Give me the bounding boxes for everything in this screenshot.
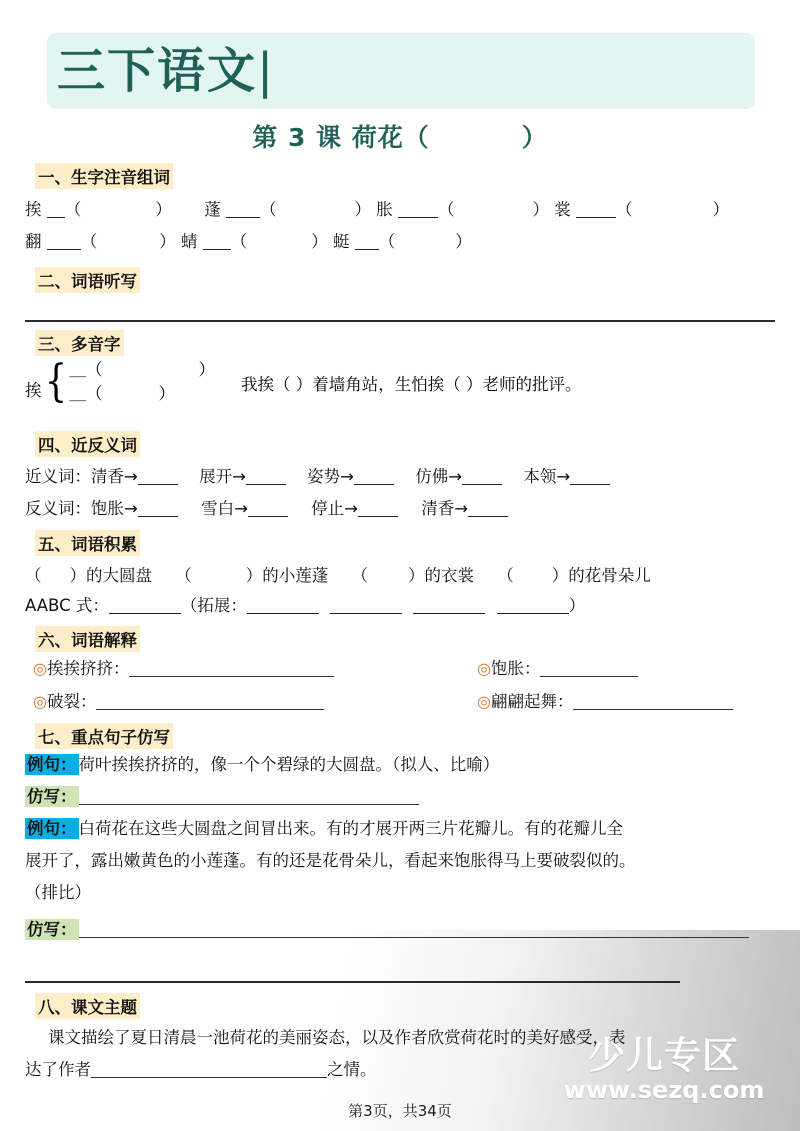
- banner-caret: |: [257, 43, 276, 99]
- section-8-heading: 八、课文主题: [35, 993, 140, 1019]
- synonym-5: 本领→: [523, 467, 571, 486]
- diamond-marker-icon: ◎: [477, 692, 491, 711]
- section-4-heading: 四、近反义词: [35, 431, 140, 457]
- banner-title: [57, 36, 275, 106]
- section-8-line-2: [25, 1060, 377, 1080]
- section-8-line-2-prefix: 达了作者: [25, 1060, 91, 1079]
- section-5-aabc-row: [25, 596, 585, 616]
- synonym-2: 展开→: [199, 467, 246, 486]
- synonym-1: 清香→: [91, 467, 138, 486]
- lesson-title: [0, 118, 800, 154]
- section-1-line-1: 挨 （ ） 蓬 （ ） 胀 （ ） 裳 （ ）: [25, 200, 729, 219]
- section-2-heading: 二、词语听写: [35, 267, 140, 293]
- definition-word-3: 破裂：: [46, 692, 97, 711]
- polyphone-rows: [70, 358, 216, 406]
- section-7-extra-line: [25, 981, 680, 983]
- polyphone-row-2-blank: ＿（: [69, 384, 103, 403]
- section-7-example-1-row: [25, 755, 499, 775]
- polyphone-row-2: [70, 382, 216, 406]
- section-7-example-2-line-2: 展开了，露出嫩黄色的小莲蓬。有的还是花骨朵儿，看起来饱胀得马上要破裂似的。: [25, 851, 636, 870]
- aabc-expand-close: ）: [568, 596, 586, 615]
- watermark-url: www.sezq.com: [563, 1076, 765, 1104]
- aabc-expand-label: （拓展：: [180, 596, 247, 615]
- collocation-1: ）的大圆盘: [69, 566, 152, 585]
- imitate-label-1: 仿写：: [27, 787, 77, 806]
- diamond-marker-icon: ◎: [33, 692, 47, 711]
- page-footer: 第3页，共34页: [348, 1102, 452, 1120]
- section-1-heading: 一、生字注音组词: [35, 163, 173, 189]
- antonym-2: 雪白→: [201, 499, 248, 518]
- example-text-1: 荷叶挨挨挤挤的，像一个个碧绿的大圆盘。（拟人、比喻）: [78, 755, 500, 774]
- collocation-3: ）的衣裳: [408, 566, 474, 585]
- brace-icon: {: [44, 356, 67, 407]
- definition-word-4: 翩翩起舞：: [490, 692, 574, 711]
- example-label-1: 例句：: [27, 755, 77, 774]
- antonyms-label: 反义词：: [25, 499, 91, 518]
- section-7-imitate-2-row: [25, 920, 749, 940]
- section-6-item-3: [33, 692, 324, 712]
- section-7-example-2-row: [25, 819, 623, 839]
- section-4-antonyms-row: [25, 499, 508, 519]
- definition-word-1: 挨挨挤挤：: [46, 659, 130, 678]
- example-text-2-line-1: 白荷花在这些大圆盘之间冒出来。有的才展开两三片花瓣儿。有的花瓣儿全: [78, 819, 623, 838]
- banner-title-text: 三下语文: [57, 43, 258, 99]
- example-label-2: 例句：: [27, 819, 77, 838]
- lesson-title-suffix: ）: [521, 123, 548, 152]
- antonym-4: 清香→: [421, 499, 469, 518]
- imitate-label-2: 仿写：: [27, 920, 77, 939]
- section-4-synonyms-row: [25, 467, 610, 487]
- diamond-marker-icon: ◎: [477, 659, 491, 678]
- section-6-item-1: [33, 659, 334, 679]
- section-6-item-4: [477, 692, 733, 712]
- aabc-label: AABC 式：: [25, 596, 109, 615]
- synonym-4: 仿佛→: [415, 467, 463, 486]
- synonym-3: 姿势→: [307, 467, 354, 486]
- antonym-3: 停止→: [311, 499, 358, 518]
- polyphone-row-1-blank: ＿（: [69, 360, 103, 379]
- polyphone-row-1: [70, 358, 216, 382]
- section-5-heading: 五、词语积累: [35, 530, 140, 556]
- synonyms-label: 近义词：: [25, 467, 91, 486]
- polyphone-row-1-close: ）: [198, 360, 215, 379]
- section-2-answer-line: [25, 320, 775, 322]
- section-6-item-2: [477, 659, 638, 679]
- collocation-2: ）的小莲蓬: [245, 566, 329, 585]
- section-3-sentence: 我挨（ ）着墙角站，生怕挨（ ）老师的批评。: [241, 375, 582, 394]
- watermark-logo: 少儿专区: [588, 1034, 740, 1077]
- polyphone-char: 挨: [25, 381, 42, 400]
- collocation-4: ）的花骨朵儿: [551, 566, 651, 585]
- lesson-title-prefix: 第 3 课 荷花（: [252, 123, 430, 152]
- section-3-polyphone-group: [25, 358, 582, 406]
- section-3-heading: 三、多音字: [35, 330, 124, 356]
- section-5-collocations-row: （ ）的大圆盘 （ ）的小莲蓬 （ ）的衣裳 （ ）的花骨朵儿: [25, 566, 651, 585]
- diamond-marker-icon: ◎: [33, 659, 47, 678]
- definition-word-2: 饱胀：: [490, 659, 541, 678]
- section-8-line-2-suffix: 之情。: [327, 1060, 377, 1079]
- section-7-example-2-line-3: （排比）: [25, 883, 91, 902]
- watermark: [548, 1036, 780, 1104]
- polyphone-row-2-close: ）: [158, 384, 175, 403]
- section-6-heading: 六、词语解释: [35, 626, 140, 652]
- antonym-1: 饱胀→: [91, 499, 138, 518]
- section-7-heading: 七、重点句子仿写: [35, 723, 173, 749]
- section-1-line-2: 翻 （ ） 蜻 （ ） 蜓 （ ）: [25, 232, 472, 251]
- section-7-imitate-1-row: [25, 787, 419, 807]
- section-8-line-1: 课文描绘了夏日清晨一池荷花的美丽姿态，以及作者欣赏荷花时的美好感受，表: [48, 1028, 626, 1047]
